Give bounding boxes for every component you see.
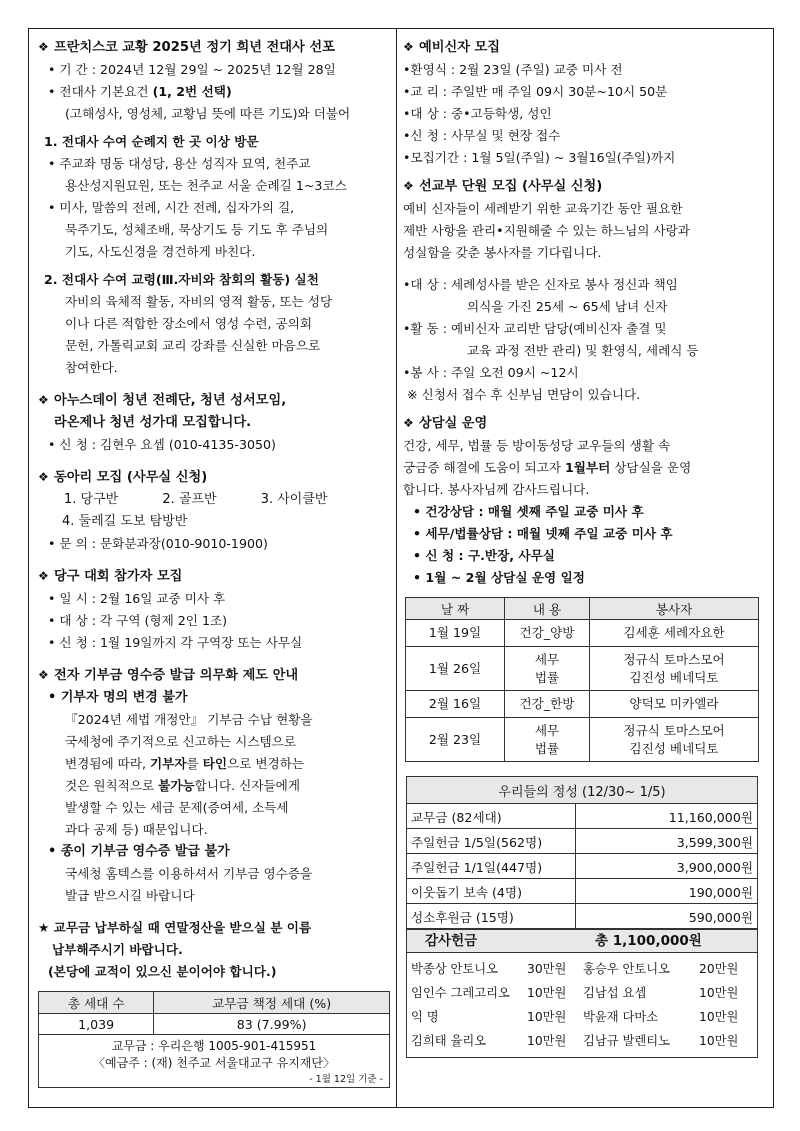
thanks-header xyxy=(407,930,757,953)
table-row xyxy=(407,854,758,879)
item2-line: 참여한다. xyxy=(65,360,118,375)
text-bold: 기부자 xyxy=(150,756,187,771)
list-item xyxy=(411,981,753,1005)
section-mission xyxy=(403,175,765,406)
bullet-line: • 세무/법률상담 : 매월 넷째 주일 교중 미사 후 xyxy=(413,526,673,541)
title-text: 선교부 단원 모집 (사무실 신청) xyxy=(419,179,603,194)
para-line: 건강, 세무, 법률 등 방이동성당 교우들의 생활 속 xyxy=(403,438,671,453)
requirement-sub: (고해성사, 영성체, 교황님 뜻에 따른 기도)와 더불어 xyxy=(65,106,351,121)
table-row xyxy=(406,691,759,718)
club-row xyxy=(38,489,388,511)
cell-content xyxy=(505,647,590,691)
donor-amount: 10만원 xyxy=(699,986,739,1000)
para-line: 발생할 수 있는 세금 문제(증여세, 소득세 xyxy=(65,800,289,815)
spacer xyxy=(38,907,388,917)
section-title-cont: 라온제나 청년 성가대 모집합니다. xyxy=(54,415,252,430)
text-bold: 불가능 xyxy=(158,778,195,793)
list-item xyxy=(411,1005,753,1029)
donor-name: 임인수 그레고리오 xyxy=(411,986,510,1000)
info-line: • 신 청 : 1월 19일까지 각 구역장 또는 사무실 xyxy=(48,635,303,650)
para-line: 과다 공제 등) 때문입니다. xyxy=(65,822,208,837)
donor-name: 홍승우 안토니오 xyxy=(583,962,671,976)
donor-amount: 10만원 xyxy=(527,1010,567,1024)
text: 변경됨에 따라, xyxy=(65,756,151,771)
period-line: • 기 간 : 2024년 12월 29일 ~ 2025년 12월 28일 xyxy=(48,62,336,77)
donor-name: 김남섭 요셉 xyxy=(583,986,647,1000)
table-row xyxy=(406,718,759,762)
text-bold: 1월부터 xyxy=(565,460,611,475)
text: 것은 원칙적으로 xyxy=(65,778,159,793)
section-title xyxy=(403,36,765,59)
diamond-bullet-icon: ❖ xyxy=(403,179,414,193)
title-text: 프란치스코 교황 2025년 정기 희년 전대사 선포 xyxy=(54,40,335,55)
info-line: •대 상 : 세례성사를 받은 신자로 봉사 정신과 책임 xyxy=(403,277,678,292)
table-row xyxy=(407,804,758,829)
para-line: 국세청 홈텍스를 이용하셔서 기부금 영수증을 xyxy=(65,866,313,881)
cell-content: 건강_양방 xyxy=(505,620,590,647)
note-line: 납부해주시기 바랍니다. xyxy=(52,942,183,957)
bullet-line: • 건강상담 : 매월 셋째 주일 교중 미사 후 xyxy=(413,504,644,519)
section-title xyxy=(403,412,765,435)
header-tithe-households: 교무금 책정 세대 (%) xyxy=(154,992,390,1014)
text: 으로 변경하는 xyxy=(227,756,305,771)
table-row xyxy=(406,647,759,691)
spacer xyxy=(38,456,388,466)
apply-line: • 신 청 : 김현우 요셉 (010-4135-3050) xyxy=(48,437,276,452)
club-golf: 2. 골프반 xyxy=(162,492,217,507)
offering-label: 교무금 (82세대) xyxy=(407,804,576,829)
para-line: 합니다. 봉사자님께 감사드립니다. xyxy=(403,482,590,497)
club-trail: 4. 둘레길 도보 탐방반 xyxy=(62,514,188,529)
donor-amount: 10만원 xyxy=(699,1034,739,1048)
donor-name: 김남규 발렌티노 xyxy=(583,1034,671,1048)
donor-name: 익 명 xyxy=(411,1010,439,1024)
staff-line: 김진성 베네딕토 xyxy=(629,740,719,756)
diamond-bullet-icon: ❖ xyxy=(403,416,414,430)
table-row xyxy=(406,620,759,647)
list-item xyxy=(411,1029,753,1053)
info-line: •봉 사 : 주일 오전 09시 ~12시 xyxy=(403,365,579,380)
item1-title: 1. 전대사 수여 순례지 한 곳 이상 방문 xyxy=(44,134,259,149)
table-row xyxy=(407,904,758,929)
item1-line: 용산성지원묘원, 또는 천주교 서울 순례길 1~3코스 xyxy=(65,178,347,193)
section-receipt xyxy=(38,664,388,907)
account-box xyxy=(38,1035,390,1088)
info-line: •대 상 : 중•고등학생, 성인 xyxy=(403,106,552,121)
staff-line: 정규식 토마스모어 xyxy=(623,651,725,667)
section-counseling xyxy=(403,412,765,589)
content-line: 세무 xyxy=(534,651,560,667)
info-line: • 대 상 : 각 구역 (형제 2인 1조) xyxy=(48,613,228,628)
section-title xyxy=(38,664,388,687)
title-text: 당구 대회 참가자 모집 xyxy=(54,569,183,584)
title-text: 아누스데이 청년 전례단, 청년 성서모임, xyxy=(54,393,287,408)
cell-staff xyxy=(590,647,759,691)
household-table xyxy=(38,991,390,1035)
title-text: 동아리 모집 (사무실 신청) xyxy=(54,470,208,485)
offering-amount: 190,000원 xyxy=(576,879,758,904)
bullet-line: • 신 청 : 구.반장, 사무실 xyxy=(413,548,555,563)
as-of-note: - 1월 12일 기준 - xyxy=(309,1074,383,1085)
content-line: 법률 xyxy=(534,669,560,685)
donor-amount: 20만원 xyxy=(699,962,739,976)
donor-name: 김희태 율리오 xyxy=(411,1034,487,1048)
title-text: 예비신자 모집 xyxy=(419,40,501,55)
item2-line: 자비의 육체적 활동, 자비의 영적 활동, 또는 성당 xyxy=(65,294,333,309)
content-line: 세무 xyxy=(534,722,560,738)
spacer xyxy=(38,379,388,389)
item1-line: • 주교좌 명동 대성당, 용산 성직자 묘역, 천주교 xyxy=(48,156,311,171)
info-line: •모집기간 : 1월 5일(주일) ~ 3월16일(주일)까지 xyxy=(403,150,676,165)
offering-label: 이웃돕기 보속 (4명) xyxy=(407,879,576,904)
requirement-label: • 전대사 기본요건 xyxy=(48,84,149,99)
bullet-line: • 1월 ~ 2월 상담실 운영 일정 xyxy=(413,570,585,585)
cell-date: 2월 16일 xyxy=(406,691,505,718)
diamond-bullet-icon: ❖ xyxy=(38,40,49,54)
para-line: 『2024년 세법 개정안』 기부금 수납 현황을 xyxy=(65,712,313,727)
diamond-bullet-icon: ❖ xyxy=(38,393,49,407)
info-line: 교육 과정 전반 관리) 및 환영식, 세례식 등 xyxy=(467,343,699,358)
table-row xyxy=(407,829,758,854)
cell-date: 2월 23일 xyxy=(406,718,505,762)
note-line: (본당에 교적이 있으신 분이어야 합니다.) xyxy=(48,964,277,979)
section-catechumen xyxy=(403,36,765,169)
item1-line: 묵주기도, 성체조배, 묵상기도 등 기도 후 주님의 xyxy=(65,222,329,237)
account-holder: 〈예금주 : (재) 천주교 서울대교구 유지재단〉 xyxy=(93,1056,335,1070)
offering-amount: 3,900,000원 xyxy=(576,854,758,879)
cell-staff xyxy=(590,718,759,762)
text: 합니다. 신자들에게 xyxy=(194,778,301,793)
schedule-table xyxy=(405,597,759,762)
staff-line: 정규식 토마스모어 xyxy=(623,722,725,738)
offering-table xyxy=(406,776,758,929)
thanks-title: 감사헌금 xyxy=(425,933,478,949)
item2-title: 2. 전대사 수여 교령(Ⅲ.자비와 참회의 활동) 실천 xyxy=(44,272,319,287)
diamond-bullet-icon: ❖ xyxy=(38,569,49,583)
para-line: 발급 받으시길 바랍니다 xyxy=(65,888,195,903)
item1-line: • 미사, 말씀의 전례, 시간 전례, 십자가의 길, xyxy=(48,200,295,215)
offering-label: 주일헌금 1/1일(447명) xyxy=(407,854,576,879)
section-title xyxy=(38,466,388,489)
header-staff: 봉사자 xyxy=(590,598,759,620)
section-title xyxy=(38,36,388,59)
item1-line: 기도, 사도신경을 경건하게 바친다. xyxy=(65,244,256,259)
diamond-bullet-icon: ❖ xyxy=(38,668,49,682)
offering-amount: 590,000원 xyxy=(576,904,758,929)
offering-amount: 11,160,000원 xyxy=(576,804,758,829)
item2-line: 이나 다른 적합한 장소에서 영성 수련, 공의회 xyxy=(65,316,313,331)
donor-amount: 10만원 xyxy=(527,986,567,1000)
spacer xyxy=(38,555,388,565)
item2-line: 문헌, 가톨릭교회 교리 강좌를 신실한 마음으로 xyxy=(65,338,321,353)
donor-amount: 30만원 xyxy=(527,962,567,976)
para-line xyxy=(38,753,388,775)
right-column xyxy=(403,36,765,1058)
section-title xyxy=(403,175,765,198)
left-column xyxy=(38,36,388,1088)
account-number: 교무금 : 우리은행 1005-901-415951 xyxy=(111,1039,317,1053)
requirement-bold: (1, 2번 선택) xyxy=(152,84,232,99)
spacer xyxy=(38,654,388,664)
donor-name: 박종상 안토니오 xyxy=(411,962,499,976)
para-line xyxy=(38,775,388,797)
offering-amount: 3,599,300원 xyxy=(576,829,758,854)
cell-date: 1월 26일 xyxy=(406,647,505,691)
header-content: 내 용 xyxy=(505,598,590,620)
requirement-line xyxy=(38,81,388,103)
diamond-bullet-icon: ❖ xyxy=(403,40,414,54)
text-bold: 타인 xyxy=(202,756,228,771)
cell-staff: 양덕모 미카엘라 xyxy=(590,691,759,718)
section-billiards xyxy=(38,565,388,654)
donor-amount: 10만원 xyxy=(699,1010,739,1024)
club-billiards: 1. 당구반 xyxy=(64,492,119,507)
info-line: •신 청 : 사무실 및 현장 접수 xyxy=(403,128,561,143)
spacer xyxy=(403,264,765,274)
title-text: 상담실 운영 xyxy=(419,416,488,431)
section-youth xyxy=(38,389,388,456)
info-line: • 일 시 : 2월 16일 교중 미사 후 xyxy=(48,591,226,606)
column-divider xyxy=(396,28,397,1108)
subtitle-1: • 기부자 명의 변경 불가 xyxy=(48,690,188,705)
staff-line: 김진성 베네딕토 xyxy=(629,669,719,685)
offering-label: 주일헌금 1/5일(562명) xyxy=(407,829,576,854)
inquiry-line: • 문 의 : 문화분과장(010-9010-1900) xyxy=(48,536,268,551)
table-row xyxy=(407,879,758,904)
cell-content xyxy=(505,718,590,762)
para-line: 국세청에 주기적으로 신고하는 시스템으로 xyxy=(65,734,296,749)
club-cycle: 3. 사이클반 xyxy=(260,492,328,507)
section-tithe-note xyxy=(38,917,388,983)
info-line: ※ 신청서 접수 후 신부님 면담이 있습니다. xyxy=(407,387,641,402)
value-tithe-households: 83 (7.99%) xyxy=(154,1014,390,1035)
para-line: 예비 신자들이 세례받기 위한 교육기간 동안 필요한 xyxy=(403,201,683,216)
list-item xyxy=(411,957,753,981)
donor-amount: 10만원 xyxy=(527,1034,567,1048)
subtitle-2: • 종이 기부금 영수증 발급 불가 xyxy=(48,844,230,859)
value-total-households: 1,039 xyxy=(39,1014,154,1035)
info-line: •활 동 : 예비신자 교리반 담당(예비신자 출결 및 xyxy=(403,321,667,336)
info-line: 의식을 가진 25세 ~ 65세 남녀 신자 xyxy=(467,299,668,314)
thanks-list xyxy=(407,953,757,1057)
section-title xyxy=(38,565,388,588)
title-text: 전자 기부금 영수증 발급 의무화 제도 안내 xyxy=(54,668,299,683)
content-line: 법률 xyxy=(534,740,560,756)
cell-staff: 김세훈 세례자요한 xyxy=(590,620,759,647)
thanks-offering-box xyxy=(406,929,758,1058)
offering-title: 우리들의 정성 (12/30~ 1/5) xyxy=(407,777,758,804)
note-line: ★ 교무금 납부하실 때 연말정산을 받으실 분 이름 xyxy=(38,920,312,935)
donor-name: 박윤재 다마소 xyxy=(583,1010,659,1024)
section-clubs xyxy=(38,466,388,555)
text: 를 xyxy=(186,756,203,771)
para-line: 성실함을 갖춘 봉사자를 기다립니다. xyxy=(403,245,602,260)
text: 궁금증 해결에 도움이 되고자 xyxy=(403,460,565,475)
text: 상담실을 운영 xyxy=(610,460,692,475)
info-line: •교 리 : 주일반 매 주일 09시 30분~10시 50분 xyxy=(403,84,668,99)
diamond-bullet-icon: ❖ xyxy=(38,470,49,484)
section-title xyxy=(38,389,388,412)
para-line xyxy=(403,457,765,479)
cell-date: 1월 19일 xyxy=(406,620,505,647)
section-jubilee xyxy=(38,36,388,379)
para-line: 제반 사항을 관리•지원해줄 수 있는 하느님의 사랑과 xyxy=(403,223,690,238)
header-total-households: 총 세대 수 xyxy=(39,992,154,1014)
cell-content: 건강_한방 xyxy=(505,691,590,718)
header-date: 날 짜 xyxy=(406,598,505,620)
thanks-total: 총 1,100,000원 xyxy=(595,933,702,949)
offering-label: 성소후원금 (15명) xyxy=(407,904,576,929)
info-line: •환영식 : 2월 23일 (주일) 교중 미사 전 xyxy=(403,62,623,77)
